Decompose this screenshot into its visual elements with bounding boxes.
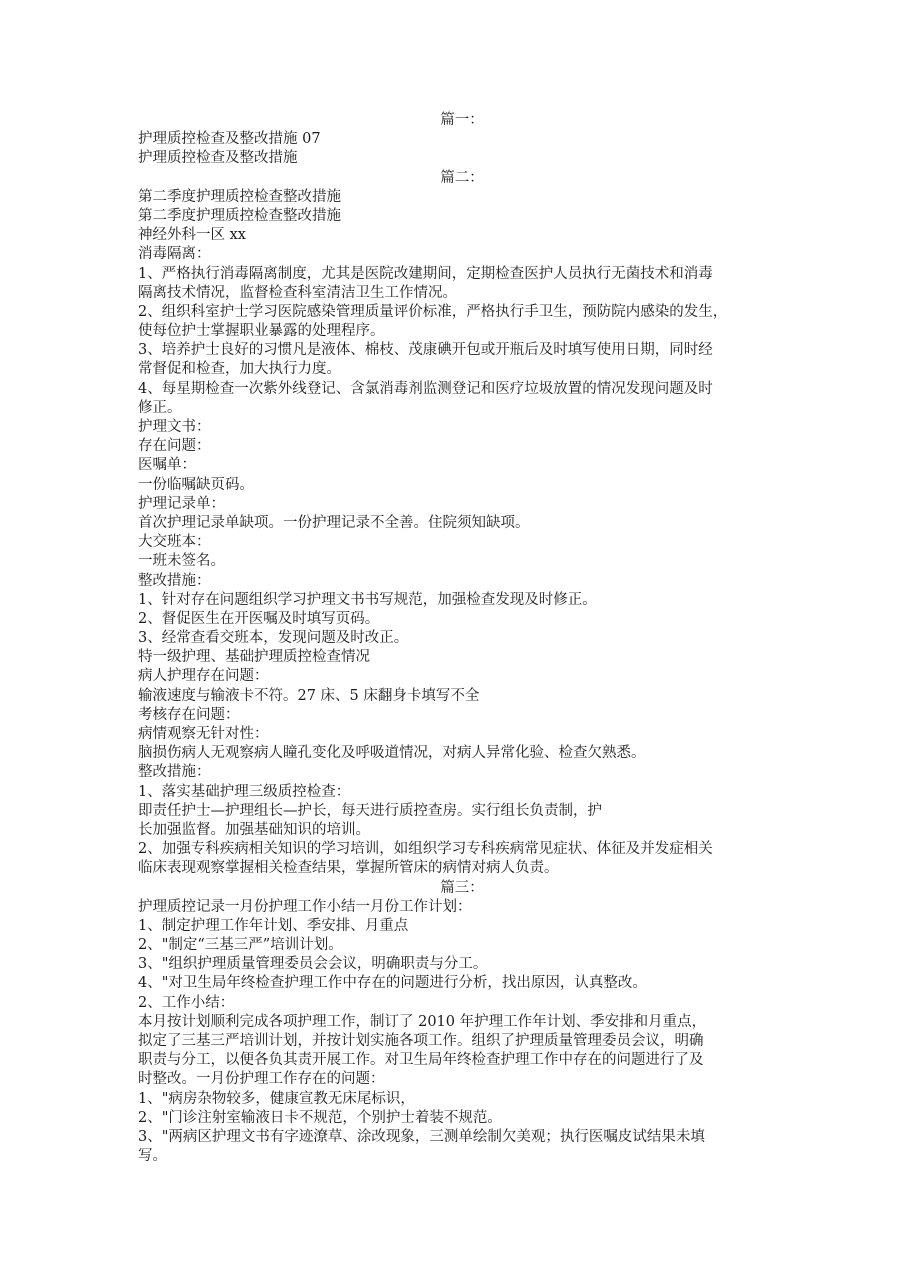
text-line: 长加强监督。加强基础知识的培训。 (138, 821, 370, 838)
text-line: 医嘱单： (138, 457, 196, 474)
text-line: 护理质控记录一月份护理工作小结一月份工作计划： (138, 898, 472, 915)
text-line: 整改措施： (138, 572, 211, 589)
text-line: 2、督促医生在开医嘱及时填写页码。 (138, 610, 380, 627)
text-line: 一班未签名。 (138, 553, 225, 570)
text-line: 消毒隔离： (138, 246, 211, 263)
text-line: 考核存在问题： (138, 706, 240, 723)
text-line: 特一级护理、基础护理质控检查情况 (138, 649, 370, 666)
text-line: 病情观察无针对性： (138, 726, 269, 742)
text-line: 隔离技术情况，监督检查科室清洁卫生工作情况。 (138, 284, 457, 301)
text-line: 第二季度护理质控检查整改措施 (138, 207, 341, 224)
text-line: 常督促和检查，加大执行力度。 (138, 361, 341, 378)
text-line: 护理质控检查及整改措施 07 (138, 131, 321, 148)
text-line: 职责与分工，以便各负其责开展工作。对卫生局年终检查护理工作中存在的问题进行了及 (138, 1052, 704, 1069)
text-line: 3、"组织护理质量管理委员会会议，明确职责与分工。 (138, 956, 488, 973)
section-heading: 篇一： (440, 112, 484, 128)
text-line: 4、每星期检查一次紫外线登记、含氯消毒剂监测登记和医疗垃圾放置的情况发现问题及时 (138, 380, 713, 397)
text-line: 4、"对卫生局年终检查护理工作中存在的问题进行分析，找出原因，认真整改。 (138, 975, 647, 992)
text-line: 拟定了三基三严培训计划，并按计划实施各项工作。组织了护理质量管理委员会议，明确 (138, 1033, 704, 1049)
text-line: 3、经常查看交班本，发现问题及时改正。 (138, 630, 409, 647)
text-line: 2、"门诊注射室输液日卡不规范，个别护士着装不规范。 (138, 1109, 502, 1126)
text-line: 2、组织科室护士学习医院感染管理质量评价标准，严格执行手卫生，预防院内感染的发生， (138, 303, 728, 320)
text-line: 护理文书： (138, 419, 211, 435)
text-line: 写。 (138, 1148, 167, 1165)
text-line: 3、"两病区护理文书有字迹潦草、涂改现象，三测单绘制欠美观；执行医嘱皮试结果未填 (138, 1128, 705, 1145)
section-heading: 篇二： (440, 169, 484, 186)
text-line: 1、制定护理工作年计划、季安排、月重点 (138, 917, 409, 934)
text-line: 临床表现观察掌握相关检查结果，掌握所管床的病情对病人负责。 (138, 860, 559, 877)
text-line: 本月按计划顺利完成各项护理工作，制订了 2010 年护理工作年计划、季安排和月重点， (138, 1013, 707, 1030)
text-line: 第二季度护理质控检查整改措施 (138, 188, 341, 205)
text-line: 1、针对存在问题组织学习护理文书书写规范，加强检查发现及时修正。 (138, 591, 597, 608)
text-line: 护理记录单： (138, 495, 225, 512)
document-body (138, 111, 786, 1166)
text-line: 2、工作小结： (138, 994, 235, 1011)
text-line: 时整改。一月份护理工作存在的问题： (138, 1071, 385, 1088)
text-line: 存在问题： (138, 438, 211, 455)
text-line: 1、"病房杂物较多，健康宣教无床尾标识， (138, 1090, 415, 1107)
section-heading: 篇三： (440, 879, 484, 896)
text-line: 病人护理存在问题： (138, 668, 269, 685)
text-line: 整改措施： (138, 764, 211, 781)
text-line: 修正。 (138, 399, 182, 416)
text-line: 2、加强专科疾病相关知识的学习培训，如组织学习专科疾病常见症状、体征及并发症相关 (138, 841, 713, 858)
text-line: 一份临嘱缺页码。 (138, 476, 254, 493)
text-line: 2、"制定“三基三严”培训计划。 (138, 937, 343, 954)
text-line: 神经外科一区 xx (138, 227, 246, 244)
text-line: 3、培养护士良好的习惯凡是液体、棉枝、茂康碘开包或开瓶后及时填写使用日期，同时经 (138, 342, 713, 359)
text-line: 1、落实基础护理三级质控检查： (138, 783, 351, 800)
text-line: 即责任护士—护理组长—护长，每天进行质控查房。实行组长负责制，护 (138, 802, 602, 819)
text-line: 首次护理记录单缺项。一份护理记录不全善。住院须知缺项。 (138, 514, 530, 531)
text-line: 脑损伤病人无观察病人瞳孔变化及呼吸道情况，对病人异常化验、检查欠熟悉。 (138, 745, 646, 762)
text-line: 1、严格执行消毒隔离制度，尤其是医院改建期间，定期检查医护人员执行无菌技术和消毒 (138, 265, 713, 282)
text-line: 使每位护士掌握职业暴露的处理程序。 (138, 323, 385, 340)
text-line: 输液速度与输液卡不符。27 床、5 床翻身卡填写不全 (138, 687, 480, 704)
text-line: 护理质控检查及整改措施 (138, 150, 298, 167)
text-line: 大交班本： (138, 534, 211, 551)
